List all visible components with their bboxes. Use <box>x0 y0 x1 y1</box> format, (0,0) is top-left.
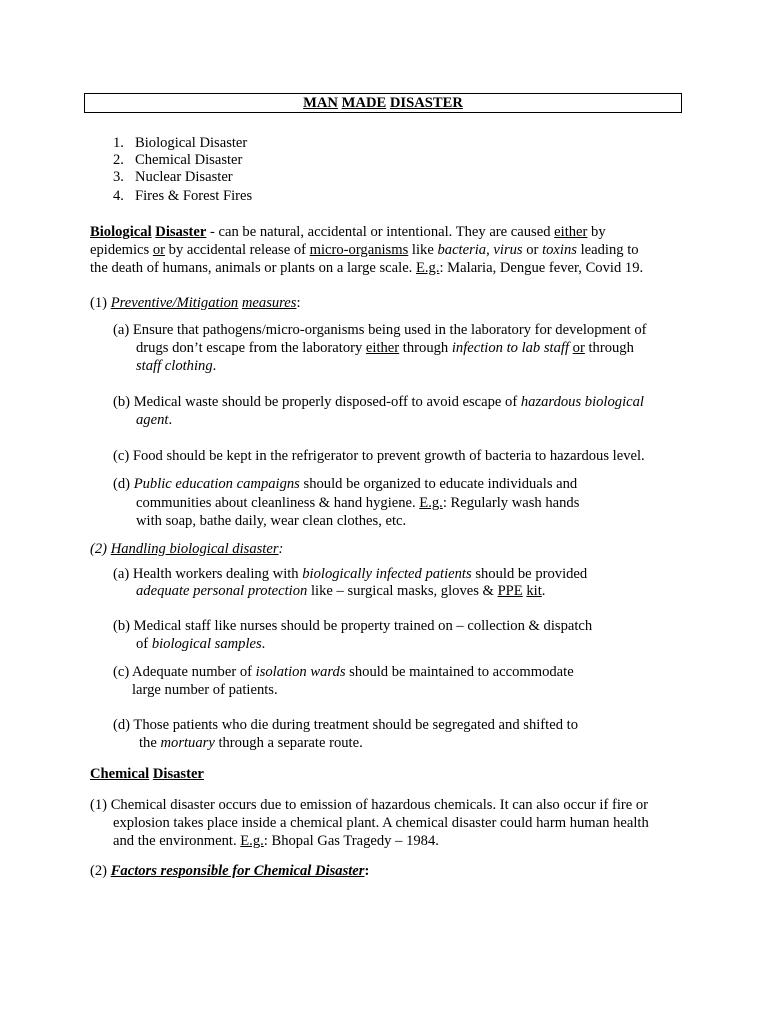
chem-para-line: explosion takes place inside a chemical plant. A chemical disaster could harm human health <box>113 815 649 831</box>
list-item: adequate personal protection like – surgical masks, gloves & PPE kit. <box>136 583 546 599</box>
section-heading-chemical: Chemical Disaster <box>90 766 204 782</box>
list-item: 4. Fires & Forest Fires <box>113 188 253 204</box>
list-item: (d) Public education campaigns should be organized to educate individuals and <box>113 476 578 492</box>
section-heading-bio: Biological <box>90 224 152 240</box>
bio-para-line: the death of humans, animals or plants on a large scale. E.g.: Malaria, Dengue fever, Covid 19. <box>90 260 644 276</box>
page-title: MAN MADE DISASTER <box>84 93 682 113</box>
list-item: (c) Adequate number of isolation wards should be maintained to accommodate <box>113 664 574 680</box>
chem-para-line: and the environment. E.g.: Bhopal Gas Tragedy – 1984. <box>113 833 439 849</box>
list-item: the mortuary through a separate route. <box>139 735 363 751</box>
list-item: large number of patients. <box>132 682 278 698</box>
list-item: (d) Those patients who die during treatment should be segregated and shifted to <box>113 717 578 733</box>
list-item: with soap, bathe daily, wear clean clothes, etc. <box>136 513 407 529</box>
list-item: (c) Food should be kept in the refrigerator to prevent growth of bacteria to hazardous level. <box>113 448 645 464</box>
list-item: (b) Medical staff like nurses should be property trained on – collection & dispatch <box>113 618 593 634</box>
subheading-factors: (2) Factors responsible for Chemical Disaster: <box>90 863 370 879</box>
list-item: drugs don’t escape from the laboratory either through infection to lab staff or through <box>136 340 634 356</box>
list-item: (b) Medical waste should be properly disposed-off to avoid escape of hazardous biological <box>113 394 644 410</box>
subheading-handling: (2) Handling biological disaster: <box>90 541 284 557</box>
list-item: communities about cleanliness & hand hygiene. E.g.: Regularly wash hands <box>136 495 580 511</box>
list-item: 2. Chemical Disaster <box>113 152 243 168</box>
chem-para-line: (1) Chemical disaster occurs due to emission of hazardous chemicals. It can also occur if fire or <box>90 797 649 813</box>
bio-para-line: epidemics or by accidental release of micro-organisms like bacteria, virus or toxins leading to <box>90 242 639 258</box>
list-item: 1. Biological Disaster <box>113 135 248 151</box>
list-item: (a) Health workers dealing with biologically infected patients should be provided <box>113 566 588 582</box>
list-item: 3. Nuclear Disaster <box>113 169 233 185</box>
list-item: staff clothing. <box>136 358 217 374</box>
list-item: agent. <box>136 412 173 428</box>
bio-para-line: Biological Disaster - can be natural, accidental or intentional. They are caused either by <box>90 224 606 240</box>
subheading-preventive: (1) Preventive/Mitigation measures: <box>90 295 301 311</box>
list-item: of biological samples. <box>136 636 266 652</box>
list-item: (a) Ensure that pathogens/micro-organisms being used in the laboratory for development of <box>113 322 647 338</box>
